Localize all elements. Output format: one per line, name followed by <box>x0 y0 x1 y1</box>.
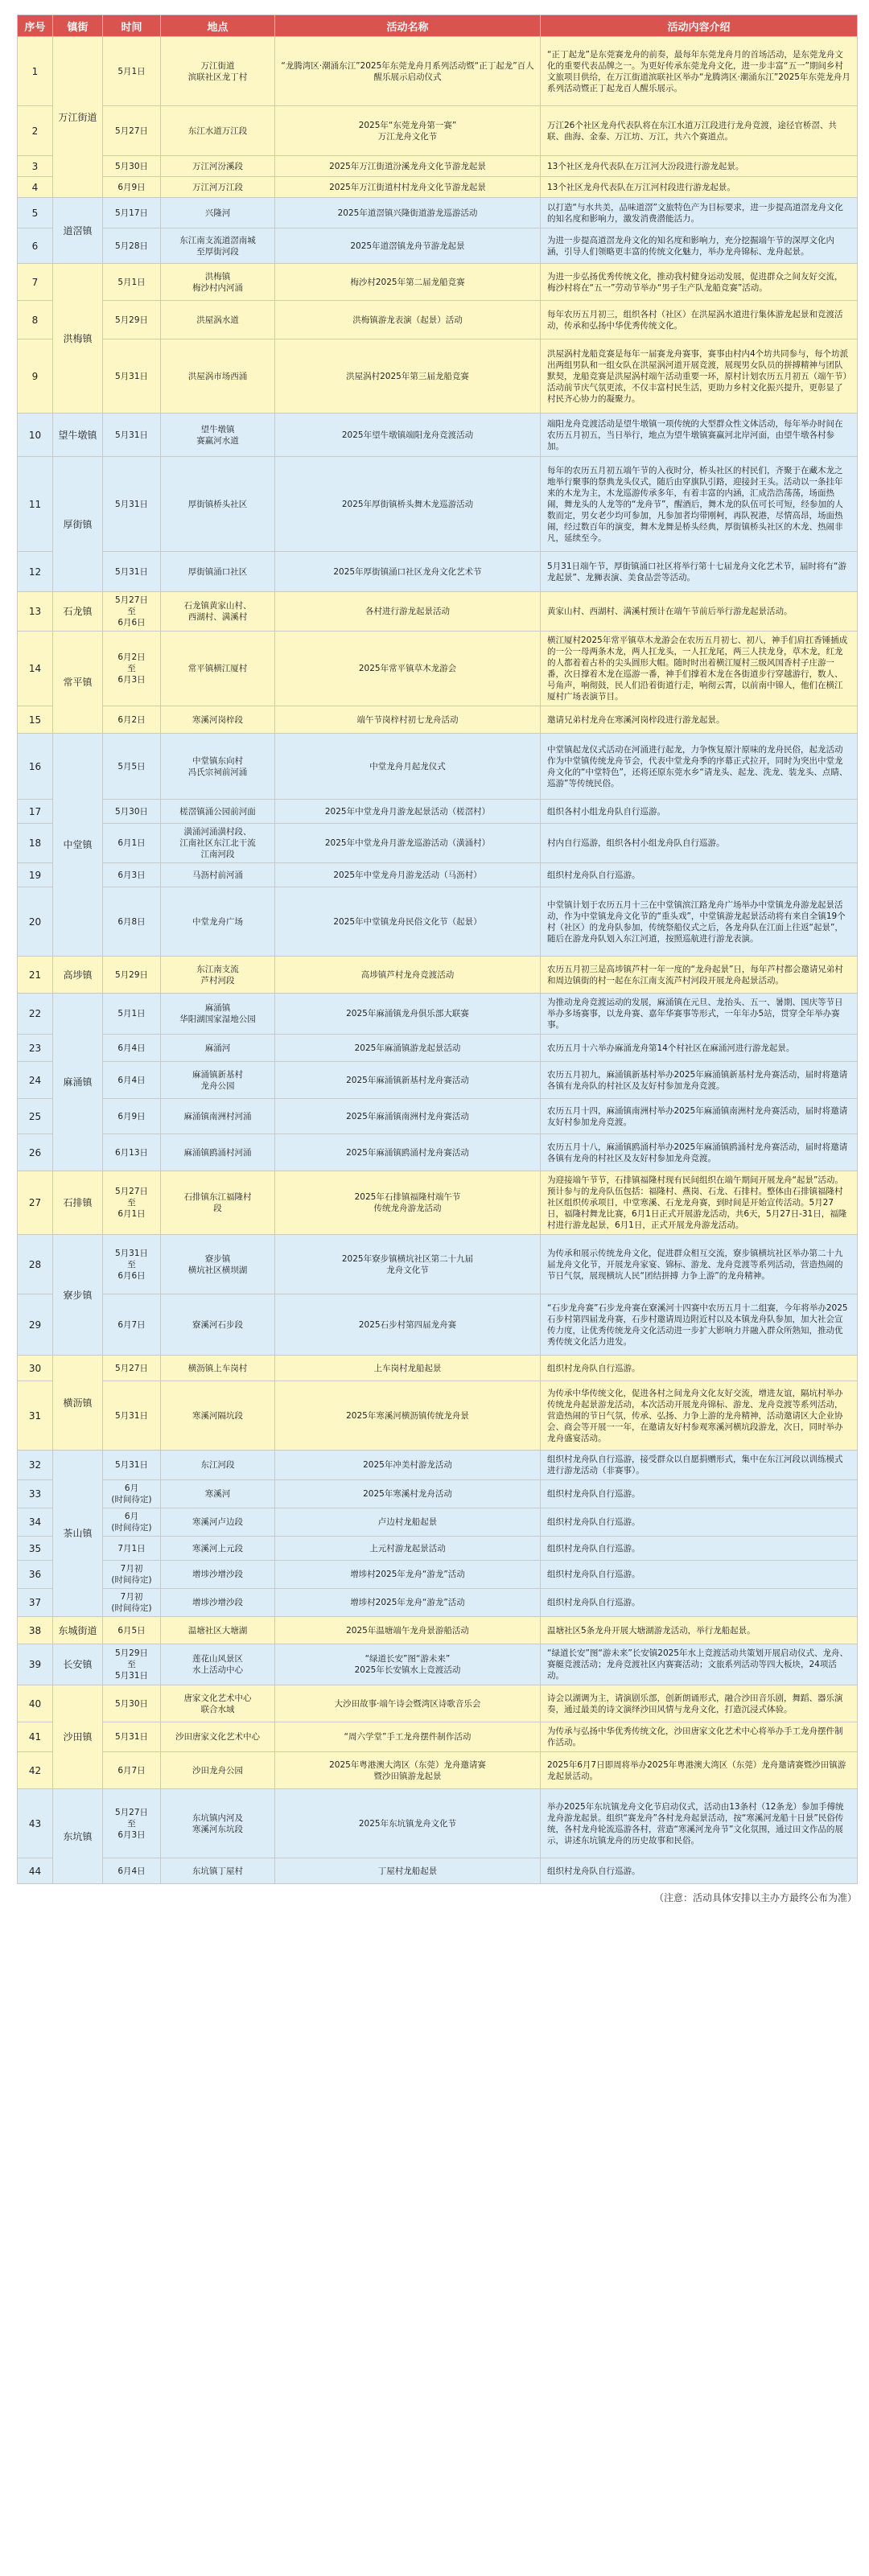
row-activity-name: 上车岗村龙船起景 <box>275 1356 541 1381</box>
row-number: 44 <box>18 1858 53 1884</box>
table-row <box>18 863 858 887</box>
row-activity-name: 2025年道滘镇龙舟节游龙起景 <box>275 228 541 264</box>
row-town: 横沥镇 <box>53 1356 103 1451</box>
row-place: 增埗沙增沙段 <box>161 1589 275 1617</box>
row-activity-name: 2025年东坑镇龙舟文化节 <box>275 1789 541 1858</box>
header-no: 序号 <box>18 15 53 37</box>
row-place: 东江水道万江段 <box>161 106 275 156</box>
row-number: 20 <box>18 887 53 957</box>
table-row <box>18 1294 858 1356</box>
row-description: 中堂镇起龙仪式活动在河涌进行起龙，力争恢复原汁原味的龙舟民俗，起龙活动作为中堂镇传统龙舟节会，代表中堂龙舟季的序幕正式拉开，同时为突出中堂龙舟文化的“中堂特色”，还将还原东莞水乡“请龙头、起龙、洗龙、装龙头、点睛、巡游”等传统民俗。 <box>541 734 858 800</box>
activity-schedule <box>17 14 857 1904</box>
row-town: 石龙镇 <box>53 592 103 632</box>
row-number: 10 <box>18 414 53 457</box>
row-date: 5月28日 <box>103 228 161 264</box>
table-row <box>18 414 858 457</box>
row-place: 厚街镇涌口社区 <box>161 552 275 592</box>
row-date: 5月1日 <box>103 994 161 1035</box>
row-description: 以打造“与水共美，品味道滘”文旅特色产为目标要求，进一步提高道滘龙舟文化的知名度和影响力，激发消费潜能活力。 <box>541 198 858 228</box>
row-activity-name: 2025年中堂龙舟月游龙巡游活动（潢涌村） <box>275 824 541 863</box>
row-activity-name: 2025年道滘镇兴隆街道游龙巡游活动 <box>275 198 541 228</box>
row-number: 29 <box>18 1294 53 1356</box>
row-number: 39 <box>18 1644 53 1685</box>
row-activity-name: 2025年麻涌镇新基村龙舟赛活动 <box>275 1062 541 1099</box>
row-date: 6月1日 <box>103 824 161 863</box>
row-town: 长安镇 <box>53 1644 103 1685</box>
header-desc: 活动内容介绍 <box>541 15 858 37</box>
table-row <box>18 592 858 632</box>
row-place: 寮步镇 横坑社区横坝湖 <box>161 1235 275 1294</box>
row-place: 莲花山风景区 水上活动中心 <box>161 1644 275 1685</box>
row-number: 14 <box>18 632 53 706</box>
row-number: 8 <box>18 301 53 339</box>
row-date: 5月1日 <box>103 264 161 301</box>
row-activity-name: 2025年寒溪河横沥镇传统龙舟景 <box>275 1381 541 1451</box>
table-row <box>18 198 858 228</box>
row-activity-name: 中堂龙舟月起龙仪式 <box>275 734 541 800</box>
row-place: 寒溪河隔坑段 <box>161 1381 275 1451</box>
row-number: 33 <box>18 1480 53 1508</box>
row-description: 5月31日端午节，厚街镇涌口社区将举行第十七届龙舟文化艺术节，届时将有“游龙起景”、龙狮表演、美食品尝等活动。 <box>541 552 858 592</box>
row-description: 组织村龙舟队自行巡游。 <box>541 1356 858 1381</box>
table-row <box>18 1381 858 1451</box>
table-row <box>18 994 858 1035</box>
row-date: 5月31日 至 6月6日 <box>103 1235 161 1294</box>
row-number: 21 <box>18 957 53 994</box>
row-description: 组织村龙舟队自行巡游。 <box>541 1858 858 1884</box>
row-place: 寮溪河石步段 <box>161 1294 275 1356</box>
row-activity-name: 2025年中堂龙舟月游龙活动（马沥村） <box>275 863 541 887</box>
row-place: 东江南支流道滘南城 至厚街河段 <box>161 228 275 264</box>
row-town: 常平镇 <box>53 632 103 734</box>
row-number: 31 <box>18 1381 53 1451</box>
row-number: 37 <box>18 1589 53 1617</box>
row-town: 中堂镇 <box>53 734 103 957</box>
row-number: 2 <box>18 106 53 156</box>
row-activity-name: 2025年望牛墩镇端阳龙舟竞渡活动 <box>275 414 541 457</box>
row-number: 1 <box>18 37 53 106</box>
row-description: 为传承和展示传统龙舟文化，促进群众相互交流，寮步镇横坑社区举办第二十九届龙舟文化节，开展龙舟家宴、锦标、游龙、龙舟竞渡等系列活动，营造热闹的节日气氛，展现横坑人民“团结拼搏 力争上游”的龙舟精神。 <box>541 1235 858 1294</box>
row-place: 洪屋涡水道 <box>161 301 275 339</box>
row-activity-name: 2025年厚街镇涌口社区龙舟文化艺术节 <box>275 552 541 592</box>
row-description: 为传承与弘扬中华优秀传统文化，沙田唐家文化艺术中心将举办手工龙舟摆件制作活动。 <box>541 1722 858 1752</box>
row-description: 组织村龙舟队自行巡游。 <box>541 863 858 887</box>
table-row <box>18 1789 858 1858</box>
row-date: 6月9日 <box>103 177 161 198</box>
row-date: 6月 (时间待定) <box>103 1480 161 1508</box>
table-row <box>18 301 858 339</box>
row-activity-name: “绿道长安”图“游未来” 2025年长安镇水上竞渡活动 <box>275 1644 541 1685</box>
row-number: 24 <box>18 1062 53 1099</box>
row-place: 寒溪河上元段 <box>161 1537 275 1561</box>
row-description: “石步龙舟赛”石步龙舟赛在寮溪河十四赛中农历五月十二组赛，今年将举办2025石步村第四届龙舟赛，石步村邀请周边附近村以及本镇龙舟队参加，加大社会宣传力度，让优秀传统龙舟文化活动进一步扩大影响力并融入群众所熟知，推动优秀传统文化活力进发。 <box>541 1294 858 1356</box>
row-town: 石排镇 <box>53 1171 103 1235</box>
row-activity-name: 2025年温塘端午龙舟景游船活动 <box>275 1617 541 1644</box>
row-number: 13 <box>18 592 53 632</box>
table-row <box>18 824 858 863</box>
row-number: 9 <box>18 339 53 414</box>
activity-table <box>17 14 858 1884</box>
header-name: 活动名称 <box>275 15 541 37</box>
row-activity-name: 2025年万江街道汾溪龙舟文化节游龙起景 <box>275 156 541 177</box>
row-place: 麻涌河 <box>161 1035 275 1062</box>
row-description: 组织村龙舟队自行巡游。 <box>541 1508 858 1537</box>
row-number: 7 <box>18 264 53 301</box>
row-town: 沙田镇 <box>53 1685 103 1789</box>
table-row <box>18 1617 858 1644</box>
row-number: 32 <box>18 1451 53 1480</box>
table-row <box>18 1356 858 1381</box>
row-place: 麻涌镇南洲村河涌 <box>161 1099 275 1134</box>
row-activity-name: 2025年万江街道村村龙舟文化节游龙起景 <box>275 177 541 198</box>
row-description: 13个社区龙舟代表队在万江河大汾段进行游龙起景。 <box>541 156 858 177</box>
table-row <box>18 1537 858 1561</box>
row-activity-name: 2025年麻涌镇游龙起景活动 <box>275 1035 541 1062</box>
row-description: 为迎接端午节节，石排镇福隆村现有民间组织在端午期间开展龙舟“起景”活动。预计参与的龙舟队伍包括：福隆村、燕岗、石龙、石排村。整体由石排镇福隆村社区组织传承项目，中堂寒溪、石龙龙舟赛，到时间是开始宣传活动。5月27日，福隆村舞龙比赛，6月1日正式开展游龙活动，共6天，5月27日-31日，福隆村进行游龙起景，6月1日，正式开展龙舟游龙活动。 <box>541 1171 858 1235</box>
row-date: 5月27日 至 6月3日 <box>103 1789 161 1858</box>
row-number: 6 <box>18 228 53 264</box>
row-date: 5月27日 至 6月1日 <box>103 1171 161 1235</box>
row-place: 万江街道 滨联社区龙丁村 <box>161 37 275 106</box>
table-row <box>18 706 858 734</box>
table-row <box>18 1480 858 1508</box>
header-date: 时间 <box>103 15 161 37</box>
table-row <box>18 887 858 957</box>
row-activity-name: 2025年中堂镇龙舟民俗文化节（起景） <box>275 887 541 957</box>
row-date: 5月29日 至 5月31日 <box>103 1644 161 1685</box>
row-description: 农历五月初三是高埗镇芦村一年一度的“龙舟起景”日，每年芦村都会邀请兄弟村和周边镇街的村一起在东江南支流芦村河段开展龙舟起景活动。 <box>541 957 858 994</box>
row-date: 6月4日 <box>103 1858 161 1884</box>
row-number: 12 <box>18 552 53 592</box>
row-description: 组织村龙舟队自行巡游。 <box>541 1561 858 1589</box>
row-description: 洪屋涡村龙船竞赛是每年一届赛龙舟赛事，赛事由村内4个坊共同参与，每个坊派出两组男队和一组女队在洪屋涡河道开展竞渡，展现男女队员的拼搏精神与团队默契，龙船竞赛是洪屋涡村端午活动重要一环，原村计划农历五月初五（端午节）活动前节庆气氛更浓，不仅丰富村民生活，更助力乡村文化振兴提升，更彰显了村民齐心协力的凝聚力。 <box>541 339 858 414</box>
row-place: 石排镇东江福隆村 段 <box>161 1171 275 1235</box>
row-date: 5月27日 <box>103 106 161 156</box>
row-description: 举办2025年东坑镇龙舟文化节启动仪式，活动由13条村（12条龙）参加手傅统龙舟游龙起景。组织“赛龙舟”各村龙舟起景活动，按“寒溪河龙船十日景”民俗传统，各村龙舟轮流巡游各村，营造“寒溪河龙舟节”文化氛围，通过田文作品的展示，讲述东坑镇龙舟的历史故事和民俗。 <box>541 1789 858 1858</box>
row-description: 农历五月十六举办麻涌龙舟第14个村社区在麻涌河进行游龙起景。 <box>541 1035 858 1062</box>
row-date: 6月4日 <box>103 1062 161 1099</box>
table-row <box>18 37 858 106</box>
row-town: 茶山镇 <box>53 1451 103 1617</box>
row-place: 潢涌河涌潢村段、 江南社区东江北干流 江南河段 <box>161 824 275 863</box>
row-activity-name: 高埗镇芦村龙舟竞渡活动 <box>275 957 541 994</box>
table-row <box>18 1722 858 1752</box>
table-row <box>18 734 858 800</box>
table-row <box>18 1062 858 1099</box>
row-activity-name: 2025年常平镇草木龙游会 <box>275 632 541 706</box>
table-body <box>18 37 858 1884</box>
footnote: （注意：活动具体安排以主办方最终公布为准） <box>653 1892 857 1903</box>
row-place: 洪梅镇 梅沙村内河涌 <box>161 264 275 301</box>
row-activity-name: 端午节岗梓村初七龙舟活动 <box>275 706 541 734</box>
table-header-row <box>18 15 858 37</box>
row-description: “正丁起龙”是东莞赛龙舟的前奏，最每年东莞龙舟月的首场活动，是东莞龙舟文化的重要代表品牌之一。为更好传承东莞龙舟文化，进一步丰富“五一”期间乡村文旅项目供给，在万江街道滨联社区举办“龙腾湾区·潮涌东江”2025年东莞龙舟月系列活动暨正丁起龙百人醒乐展示。 <box>541 37 858 106</box>
row-place: 中堂镇东向村 冯氏宗祠前河涌 <box>161 734 275 800</box>
row-place: 兴隆河 <box>161 198 275 228</box>
row-description: 为进一步弘扬优秀传统文化，推动我村健身运动发展，促进群众之间友好交流，梅沙村将在“五一”劳动节举办“男子生产队龙船竞赛”活动。 <box>541 264 858 301</box>
row-activity-name: 2025年冲美村游龙活动 <box>275 1451 541 1480</box>
table-row <box>18 552 858 592</box>
row-date: 5月5日 <box>103 734 161 800</box>
table-row <box>18 1752 858 1789</box>
row-activity-name: 2025年麻涌镇龙舟俱乐部大联赛 <box>275 994 541 1035</box>
row-activity-name: 2025年麻涌镇鸥涌村龙舟赛活动 <box>275 1134 541 1171</box>
row-description: 横江厦村2025年常平镇草木龙游会在农历五月初七、初八，神手们肩扛香锤插成的一公一母两条木龙，两人扛龙头，一人扛龙尾，两三人扶龙身，草木龙，红龙的人都着着古朴的尖头圆形大帽。随时时出着横江厦村三级风国香村子庄游一番，次日撑着木龙在巡游一番，神手们撑着木龙在各街道步行穿越游行，数人、号角声，响彻鼓，民人们沿着街道行走，响彻云霄，以前南中锦人，他们在横江厦村广场表演节目。 <box>541 632 858 706</box>
row-number: 23 <box>18 1035 53 1062</box>
row-town: 寮步镇 <box>53 1235 103 1356</box>
row-place: 麻涌镇 华阳湖国家湿地公园 <box>161 994 275 1035</box>
row-town: 麻涌镇 <box>53 994 103 1171</box>
row-place: 麻涌镇新基村 龙舟公园 <box>161 1062 275 1099</box>
row-activity-name: 2025年寒溪村龙舟活动 <box>275 1480 541 1508</box>
row-date: 6月13日 <box>103 1134 161 1171</box>
row-description: 2025年6月7日即周将举办2025年粤港澳大湾区（东莞）龙舟邀请赛暨沙田镇游龙起景活动。 <box>541 1752 858 1789</box>
row-date: 6月3日 <box>103 863 161 887</box>
row-date: 5月31日 <box>103 1451 161 1480</box>
table-row <box>18 1134 858 1171</box>
row-place: 万江河汾溪段 <box>161 156 275 177</box>
table-row <box>18 1685 858 1722</box>
table-row <box>18 1644 858 1685</box>
row-activity-name: 增埗村2025年龙舟“游龙”活动 <box>275 1589 541 1617</box>
row-description: 端阳龙舟竞渡活动是望牛墩镇一项传统的大型群众性文体活动，每年举办时间在农历五月初五，当日举行，地点为望牛墩镇赛赢河北岸河面，由望牛墩各村参加。 <box>541 414 858 457</box>
row-date: 5月31日 <box>103 1381 161 1451</box>
row-activity-name: 上元村游龙起景活动 <box>275 1537 541 1561</box>
row-activity-name: “周六学堂”手工龙舟摆件制作活动 <box>275 1722 541 1752</box>
row-number: 40 <box>18 1685 53 1722</box>
row-description: 万江26个社区龙舟代表队将在东江水道万江段进行龙舟竞渡，途径官桥滘、共联、曲海、金泰、万江坊、万江，共六个赛道点。 <box>541 106 858 156</box>
row-date: 5月1日 <box>103 37 161 106</box>
row-activity-name: 2025年厚街镇桥头舞木龙巡游活动 <box>275 457 541 552</box>
row-place: 温塘社区大塘湖 <box>161 1617 275 1644</box>
row-date: 5月31日 <box>103 414 161 457</box>
table-row <box>18 1451 858 1480</box>
row-date: 5月29日 <box>103 301 161 339</box>
row-number: 34 <box>18 1508 53 1537</box>
row-date: 5月29日 <box>103 957 161 994</box>
table-row <box>18 339 858 414</box>
row-date: 6月5日 <box>103 1617 161 1644</box>
row-activity-name: 2025年寮步镇横坑社区第二十九届 龙舟文化节 <box>275 1235 541 1294</box>
row-place: 寒溪河 <box>161 1480 275 1508</box>
row-place: 东江南支流 芦村河段 <box>161 957 275 994</box>
row-date: 5月30日 <box>103 1685 161 1722</box>
row-description: 每年农历五月初三，组织各村（社区）在洪屋涡水道进行集体游龙起景和竞渡活动，传承和弘扬中华优秀传统文化。 <box>541 301 858 339</box>
row-description: 为传承中华传统文化，促进各村之间龙舟文化友好交流，增进友谊，隔坑村举办传统龙舟起景游龙活动，本次活动开展龙舟锦标、游龙、龙舟竞渡等系列活动，营造热闹的节日气氛，传承、弘扬、力争上游的龙舟精神，活动邀请区大企业协会、商会等开展一一年，在邀请友好村参观寒溪河横坑段游龙，次日，同时举办龙舟盛宴活动。 <box>541 1381 858 1451</box>
row-activity-name: “龙腾湾区·潮涌东江”2025年东莞龙舟月系列活动暨“正丁起龙”百人醒乐展示启动仪式 <box>275 37 541 106</box>
row-place: 沙田唐家文化艺术中心 <box>161 1722 275 1752</box>
row-description: 黄家山村、西湖村、满溪村预计在端午节前后举行游龙起景活动。 <box>541 592 858 632</box>
row-town: 道滘镇 <box>53 198 103 264</box>
row-description: 13个社区龙舟代表队在万江河村段进行游龙起景。 <box>541 177 858 198</box>
row-place: 马沥村前河涌 <box>161 863 275 887</box>
row-description: 组织村龙舟队自行巡游，接受群众以自愿捐赠形式，集中在东江河段以训练模式进行游龙活动（非赛事）。 <box>541 1451 858 1480</box>
row-activity-name: 2025年石排镇福隆村端午节 传统龙舟游龙活动 <box>275 1171 541 1235</box>
row-date: 5月31日 <box>103 552 161 592</box>
row-number: 43 <box>18 1789 53 1858</box>
row-activity-name: 各村进行游龙起景活动 <box>275 592 541 632</box>
row-description: 为进一步提高道滘龙舟文化的知名度和影响力，充分挖掘端午节的深厚文化内涵，引导人们领略更丰富的传统文化魅力，举办龙舟锦标、龙舟起景。 <box>541 228 858 264</box>
row-place: 洪屋涡市场西涌 <box>161 339 275 414</box>
row-place: 寒溪河卢边段 <box>161 1508 275 1537</box>
row-activity-name: 大沙田故事·端午诗会暨湾区诗歌音乐会 <box>275 1685 541 1722</box>
row-number: 30 <box>18 1356 53 1381</box>
row-date: 5月31日 <box>103 339 161 414</box>
row-place: 麻涌镇鸥涌村河涌 <box>161 1134 275 1171</box>
row-number: 16 <box>18 734 53 800</box>
row-activity-name: 2025年麻涌镇南洲村龙舟赛活动 <box>275 1099 541 1134</box>
table-row <box>18 1035 858 1062</box>
row-number: 27 <box>18 1171 53 1235</box>
row-date: 5月17日 <box>103 198 161 228</box>
row-date: 7月初 (时间待定) <box>103 1589 161 1617</box>
row-description: 组织村龙舟队自行巡游。 <box>541 1480 858 1508</box>
row-date: 5月30日 <box>103 800 161 824</box>
row-number: 15 <box>18 706 53 734</box>
row-place: 横沥镇上车岗村 <box>161 1356 275 1381</box>
row-place: 望牛墩镇 赛赢河水道 <box>161 414 275 457</box>
row-number: 38 <box>18 1617 53 1644</box>
row-description: 为推动龙舟竞渡运动的发展，麻涌镇在元旦、龙抬头、五一、暑期、国庆等节日举办多场赛事，以龙舟赛、嘉年华赛事等形式，一年年办5站，贯穿全年举办赛事。 <box>541 994 858 1035</box>
table-row <box>18 106 858 156</box>
row-number: 36 <box>18 1561 53 1589</box>
row-number: 42 <box>18 1752 53 1789</box>
table-row <box>18 1171 858 1235</box>
row-number: 35 <box>18 1537 53 1561</box>
row-description: “绿道长安”图“游未来”长安镇2025年水上竞渡活动共策划开展启动仪式、龙舟、赛艇竞渡活动；龙舟竞渡社区内赛赛活动；文旅系列活动等四大板块，24项活动。 <box>541 1644 858 1685</box>
row-description: 诗会以湖调为主，请演剧乐部，创新朗诵形式，融合沙田音乐剧，舞蹈、器乐演奏，通过最美的诗文演绎沙田风情与龙舟文化，打造沉浸式体验。 <box>541 1685 858 1722</box>
row-date: 5月27日 <box>103 1356 161 1381</box>
row-date: 5月31日 <box>103 1722 161 1752</box>
row-date: 6月2日 <box>103 706 161 734</box>
row-date: 5月30日 <box>103 156 161 177</box>
row-place: 沙田龙舟公园 <box>161 1752 275 1789</box>
row-place: 东坑镇丁屋村 <box>161 1858 275 1884</box>
row-town: 东城街道 <box>53 1617 103 1644</box>
row-number: 41 <box>18 1722 53 1752</box>
table-row <box>18 228 858 264</box>
row-place: 东坑镇内河及 寒溪河东坑段 <box>161 1789 275 1858</box>
table-row <box>18 800 858 824</box>
table-row <box>18 632 858 706</box>
row-activity-name: 2025年粤港澳大湾区（东莞）龙舟邀请赛 暨沙田镇游龙起景 <box>275 1752 541 1789</box>
table-row <box>18 156 858 177</box>
row-number: 18 <box>18 824 53 863</box>
row-activity-name: 2025石步村第四届龙舟赛 <box>275 1294 541 1356</box>
row-number: 3 <box>18 156 53 177</box>
table-row <box>18 1508 858 1537</box>
row-place: 厚街镇桥头社区 <box>161 457 275 552</box>
row-town: 望牛墩镇 <box>53 414 103 457</box>
row-town: 万江街道 <box>53 37 103 198</box>
row-description: 农历五月十八，麻涌镇鸥涌村举办2025年麻涌镇鸥涌村龙舟赛活动，届时将邀请各镇有龙舟的村社区及友好村参加龙舟竞渡。 <box>541 1134 858 1171</box>
row-place: 唐家文化艺术中心 联合水域 <box>161 1685 275 1722</box>
row-place: 万江河万江段 <box>161 177 275 198</box>
row-description: 村内自行巡游，组织各村小组龙舟队自行巡游。 <box>541 824 858 863</box>
row-date: 6月2日 至 6月3日 <box>103 632 161 706</box>
table-row <box>18 1858 858 1884</box>
row-activity-name: 2025年中堂龙舟月游龙起景活动（槎滘村） <box>275 800 541 824</box>
row-number: 28 <box>18 1235 53 1294</box>
row-place: 增埗沙增沙段 <box>161 1561 275 1589</box>
header-town: 镇街 <box>53 15 103 37</box>
row-place: 寒溪河岗梓段 <box>161 706 275 734</box>
row-date: 5月31日 <box>103 457 161 552</box>
row-date: 6月9日 <box>103 1099 161 1134</box>
row-activity-name: 2025年“东莞龙舟第一赛” 万江龙舟文化节 <box>275 106 541 156</box>
row-place: 东江河段 <box>161 1451 275 1480</box>
row-activity-name: 丁屋村龙船起景 <box>275 1858 541 1884</box>
row-place: 槎滘镇涌公园前河面 <box>161 800 275 824</box>
table-row <box>18 1099 858 1134</box>
row-date: 6月7日 <box>103 1752 161 1789</box>
row-place: 石龙镇黄家山村、 西湖村、满溪村 <box>161 592 275 632</box>
table-row <box>18 457 858 552</box>
row-description: 农历五月初九，麻涌镇新基村举办2025年麻涌镇新基村龙舟赛活动，届时将邀请各镇有龙舟队的村社区及友好村参加龙舟竞渡。 <box>541 1062 858 1099</box>
row-date: 6月8日 <box>103 887 161 957</box>
row-number: 17 <box>18 800 53 824</box>
header-place: 地点 <box>161 15 275 37</box>
row-activity-name: 洪屋涡村2025年第三届龙船竞赛 <box>275 339 541 414</box>
table-row <box>18 1561 858 1589</box>
row-town: 厚街镇 <box>53 457 103 592</box>
table-row <box>18 1235 858 1294</box>
row-activity-name: 卢边村龙船起景 <box>275 1508 541 1537</box>
row-description: 组织各村小组龙舟队自行巡游。 <box>541 800 858 824</box>
row-town: 东坑镇 <box>53 1789 103 1884</box>
row-number: 5 <box>18 198 53 228</box>
row-description: 组织村龙舟队自行巡游。 <box>541 1589 858 1617</box>
table-row <box>18 1589 858 1617</box>
row-activity-name: 增埗村2025年龙舟“游龙”活动 <box>275 1561 541 1589</box>
row-number: 4 <box>18 177 53 198</box>
row-number: 11 <box>18 457 53 552</box>
row-town: 高埗镇 <box>53 957 103 994</box>
row-date: 6月 (时间待定) <box>103 1508 161 1537</box>
row-date: 5月27日 至 6月6日 <box>103 592 161 632</box>
row-number: 25 <box>18 1099 53 1134</box>
row-number: 22 <box>18 994 53 1035</box>
table-row <box>18 177 858 198</box>
row-date: 6月4日 <box>103 1035 161 1062</box>
row-description: 每年的农历五月初五端午节的入夜时分，桥头社区的村民们，齐聚于在藏木龙之地举行聚事的祭典龙头仪式，随后由穿旗队引路，迎接封王头。活动以一条挂年来的木龙为主，木龙巡游传承多年，有着丰富的内涵，汇成浩浩荡荡，场面热闹，舞龙头的人龙等的“龙舟节”，醒酒后，舞木龙的队伍可长可短，经参加的人数而定，男女老少均可参加，凡参加者均带刚柯，再队祝港，尽情高昂，场面热闹，经过数百年的演变，舞木龙舞是桥头经典，厚街镇桥头社区的木龙、热闹非凡，延续至今。 <box>541 457 858 552</box>
row-activity-name: 梅沙村2025年第二届龙船竞赛 <box>275 264 541 301</box>
row-description: 组织村龙舟队自行巡游。 <box>541 1537 858 1561</box>
row-date: 7月初 (时间待定) <box>103 1561 161 1589</box>
row-activity-name: 洪梅镇游龙表演（起景）活动 <box>275 301 541 339</box>
row-description: 温塘社区5条龙舟开展大塘湖游龙活动，举行龙船起景。 <box>541 1617 858 1644</box>
row-date: 7月1日 <box>103 1537 161 1561</box>
row-town: 洪梅镇 <box>53 264 103 414</box>
row-description: 邀请兄弟村龙舟在寒溪河岗梓段进行游龙起景。 <box>541 706 858 734</box>
table-row <box>18 264 858 301</box>
row-description: 中堂镇计划于农历五月十三在中堂镇滨江路龙舟广场举办中堂镇龙舟游龙起景活动，作为中堂镇龙舟文化节的“重头戏”，中堂镇游龙起景活动将有来自全镇19个村（社区）的龙舟队参加，传统祭船仪式之后，各龙舟队在江面上往返“起景”，随后在游龙舟队划入东江河道，按照巡航进行游龙表演。 <box>541 887 858 957</box>
row-number: 19 <box>18 863 53 887</box>
row-description: 农历五月十四，麻涌镇南洲村举办2025年麻涌镇南洲村龙舟赛活动，届时将邀请友好村参加龙舟竞渡。 <box>541 1099 858 1134</box>
row-place: 中堂龙舟广场 <box>161 887 275 957</box>
table-row <box>18 957 858 994</box>
row-date: 6月7日 <box>103 1294 161 1356</box>
row-number: 26 <box>18 1134 53 1171</box>
row-place: 常平镇横江厦村 <box>161 632 275 706</box>
